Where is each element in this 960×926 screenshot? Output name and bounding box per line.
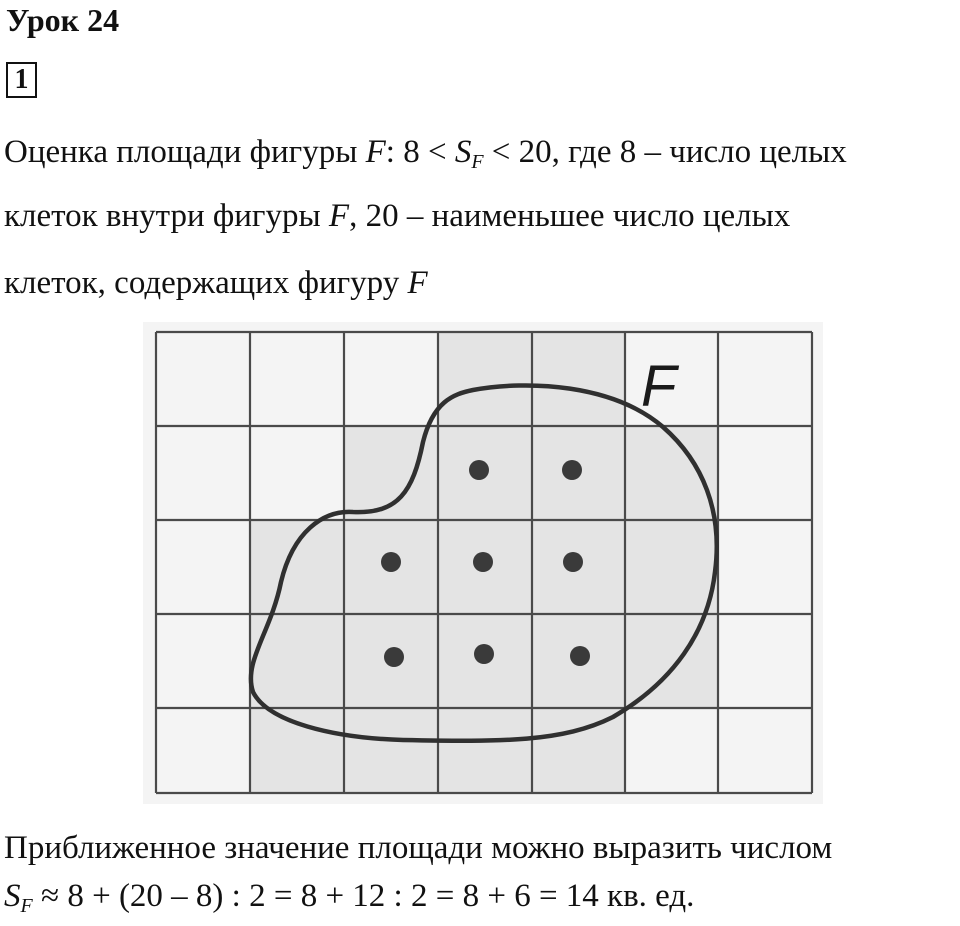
text-segment: клеток, содержащих фигуру (4, 265, 408, 301)
task-number: 1 (6, 62, 37, 98)
lesson-title: Урок 24 (6, 2, 120, 38)
var-f: F (365, 134, 386, 170)
approx-line-2 (4, 876, 694, 926)
var-f: F (328, 198, 350, 234)
estimate-line-2 (4, 196, 790, 236)
text-segment: , 20 – наименьшее число целых (349, 198, 791, 234)
area-figure (143, 322, 823, 804)
approx-line-1: Приближенное значение площади можно выразить числом (4, 830, 833, 866)
text-segment: < 20, где 8 – число целых (483, 134, 847, 170)
text-segment: : 8 < (385, 134, 455, 170)
cell-dot (562, 460, 582, 480)
cell-dot (384, 647, 404, 667)
figure-label: F (641, 354, 677, 419)
estimate-line-1 (4, 132, 847, 182)
cell-dot (469, 460, 489, 480)
subscript-f: F (471, 151, 484, 173)
cell-dot (381, 552, 401, 572)
text-segment: Оценка площади фигуры (4, 134, 366, 170)
subscript-f: F (20, 895, 33, 917)
var-f: F (407, 265, 428, 301)
cell-dot (563, 552, 583, 572)
var-s: S (454, 134, 472, 170)
text-segment: клеток внутри фигуры (4, 198, 329, 234)
cell-dot (570, 646, 590, 666)
cell-dot (473, 552, 493, 572)
estimate-line-3 (4, 263, 428, 303)
formula-text: ≈ 8 + (20 – 8) : 2 = 8 + 12 : 2 = 8 + 6 = 14 кв. ед. (32, 878, 695, 914)
var-s: S (4, 878, 21, 914)
cell-dot (474, 644, 494, 664)
